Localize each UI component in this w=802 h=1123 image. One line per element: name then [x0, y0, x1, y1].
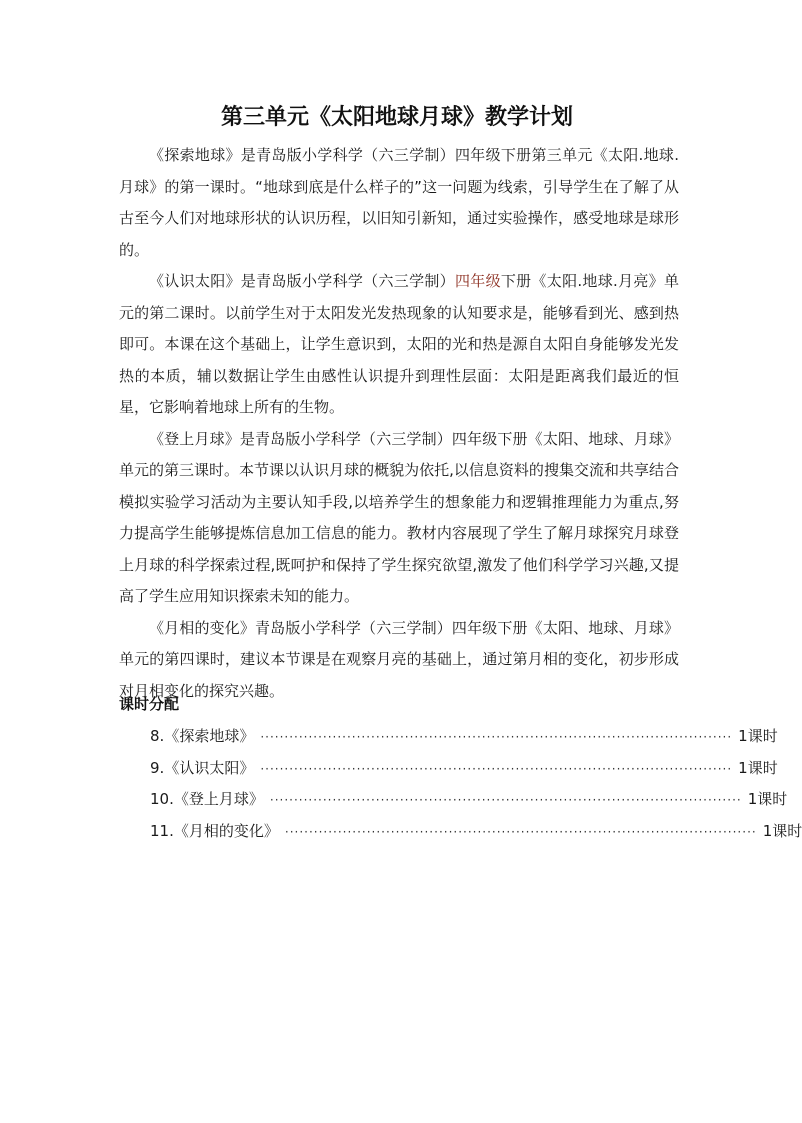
schedule-row	[150, 721, 778, 753]
document-title: 第三单元《太阳地球月球》教学计划	[220, 105, 573, 130]
grade-highlight: 四年级	[454, 272, 501, 290]
schedule-number: 10.	[150, 790, 174, 808]
paragraph-know-sun-rest: 下册《太阳.地球.月亮》单元的第二课时。以前学生对于太阳发光发热现象的认知要求是，能够看到光、感到热即可。本课在这个基础上，让学生意识到，太阳的光和热是源自太阳自身能够发光发热的本质，辅以数据让学生由感性认识提升到理性层面：太阳是距离我们最近的恒星，它影响着地球上所有的生物。	[119, 272, 679, 416]
schedule-hours: 1课时	[762, 821, 802, 840]
schedule-lesson-title: 《月相的变化》	[173, 821, 279, 840]
dot-leader: ··································································································	[269, 793, 742, 807]
schedule-lesson-title: 《探索地球》	[164, 727, 255, 745]
schedule-hours: 1课时	[738, 758, 778, 777]
schedule-lesson-title: 《认识太阳》	[164, 758, 255, 777]
schedule-hours: 1课时	[738, 727, 778, 745]
schedule-row	[150, 784, 788, 816]
document-body	[119, 140, 679, 707]
schedule-number: 11.	[150, 821, 174, 840]
dot-leader: ··································································································	[260, 730, 733, 744]
schedule-list	[150, 721, 802, 847]
schedule-lesson-title: 《登上月球》	[173, 790, 264, 808]
schedule-number: 8.	[150, 727, 165, 745]
dot-leader: ··································································································	[260, 761, 733, 776]
schedule-row	[150, 753, 778, 785]
paragraph-moon-landing: 《登上月球》是青岛版小学科学（六三学制）四年级下册《太阳、地球、月球》单元的第三课时。本节课以认识月球的概貌为依托,以信息资料的搜集交流和共享结合模拟实验学习活动为主要认知手段,以培养学生的想象能力和逻辑推理能力为重点,努力提高学生能够提炼信息加工信息的能力。教材内容展现了学生了解月球探究月球登上月球的科学探索过程,既呵护和保持了学生探究欲望,激发了他们科学学习兴趣,又提高了学生应用知识探索未知的能力。	[119, 429, 679, 605]
dot-leader: ··································································································	[284, 824, 757, 839]
paragraph-know-sun-intro: 《认识太阳》是青岛版小学科学（六三学制）	[149, 272, 455, 290]
schedule-number: 9.	[150, 758, 165, 777]
paragraph-know-sun	[119, 266, 679, 424]
schedule-row	[150, 816, 802, 848]
schedule-heading: 课时分配	[119, 695, 180, 713]
paragraph-explore-earth: 《探索地球》是青岛版小学科学（六三学制）四年级下册第三单元《太阳.地球.月球》的第一课时。“地球到底是什么样子的”这一问题为线索，引导学生在了解了从古至今人们对地球形状的认识历程，以旧知引新知，通过实验操作，感受地球是球形的。	[119, 146, 679, 259]
paragraph-moon-phases: 《月相的变化》青岛版小学科学（六三学制）四年级下册《太阳、地球、月球》单元的第四课时，建议本节课是在观察月亮的基础上，通过第月相的变化，初步形成对月相变化的探究兴趣。	[119, 618, 679, 700]
schedule-hours: 1课时	[747, 790, 788, 808]
